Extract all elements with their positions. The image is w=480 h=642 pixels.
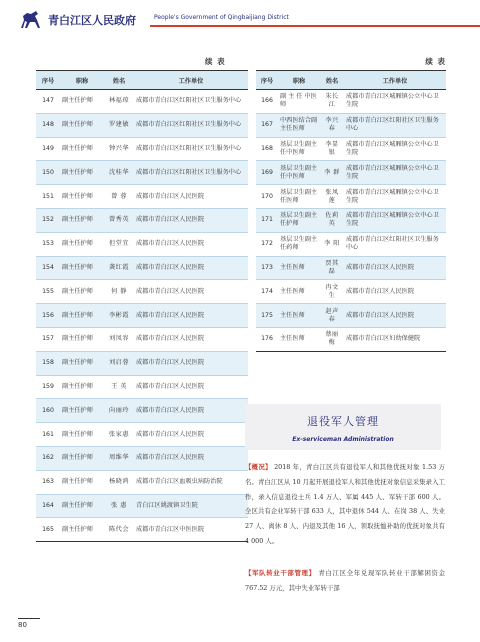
row-number: 175 [256, 304, 278, 328]
row-number: 173 [256, 256, 278, 280]
table-row [36, 90, 248, 114]
row-unit: 成都市青白江区人民医院 [134, 208, 248, 232]
table-row [36, 375, 248, 399]
row-number: 163 [36, 470, 60, 494]
row-name: 曾 蓉 [104, 185, 134, 209]
row-unit: 成都市青白江区人民医院 [134, 232, 248, 256]
row-name: 贾其磊 [320, 256, 344, 280]
table-row [36, 327, 248, 351]
row-unit: 成都市青白江区人民医院 [134, 351, 248, 375]
row-name: 沈桂华 [104, 161, 134, 185]
row-unit: 成都市青白江区城厢镇公立中心卫生院 [344, 137, 446, 161]
row-unit: 成都市青白江区城厢镇公立中心卫生院 [344, 208, 446, 232]
row-unit: 青白江区姚渡镇卫生院 [134, 494, 248, 518]
row-name: 向丽玲 [104, 399, 134, 423]
column-header: 姓名 [104, 71, 134, 90]
row-unit: 成都市青白江区人民医院 [134, 256, 248, 280]
table-row [36, 280, 248, 304]
table-body [36, 90, 248, 542]
row-number: 147 [36, 90, 60, 114]
row-title: 基层卫生副主任医师 [278, 185, 320, 209]
row-title: 副主任护师 [60, 399, 104, 423]
page-number: 80 [18, 621, 27, 629]
table-row [256, 90, 446, 114]
row-name: 张 惠 [104, 494, 134, 518]
row-title: 副主任护师 [60, 351, 104, 375]
row-name: 李兴春 [320, 113, 344, 137]
table-row [36, 304, 248, 328]
table-row [36, 208, 248, 232]
row-name: 杨晓鸿 [104, 470, 134, 494]
row-number: 172 [256, 232, 278, 256]
row-title: 副主任护师 [60, 90, 104, 114]
table-row [256, 113, 446, 137]
page-number-rule [18, 618, 40, 619]
transfer-cadre-text: 青白江区全年兑现军队转业干部解困资金 767.52 万元，其中失业军转干部 [245, 569, 445, 592]
row-title: 副主任护师 [60, 256, 104, 280]
row-unit: 成都市青白江区红阳社区卫生服务中心 [134, 161, 248, 185]
row-unit: 成都市青白江区城厢镇公立中心卫生院 [344, 161, 446, 185]
row-unit: 成都市青白江区红阳社区卫生服务中心 [134, 113, 248, 137]
left-continued-label: 续 表 [205, 57, 226, 66]
table-header-row [256, 71, 446, 90]
row-unit: 成都市青白江区红阳社区卫生服务中心 [134, 90, 248, 114]
header-rule [150, 25, 480, 27]
table-row [256, 256, 446, 280]
row-number: 160 [36, 399, 60, 423]
column-header: 序号 [36, 71, 60, 90]
table-row [36, 494, 248, 518]
overview-text: 2018 年，青白江区共有退役军人和其他优抚对象 1.53 万名。青白江区从 10 月起开展退役军人和其他优抚对象信息采集录入工作，录入信息退役士兵 1.4 万人、军属 445 人、军转干部 600 人。全区共有企业军转干部 633 人，其中退休 544 人、在岗 38 人、失业 27 人、离休 8 人、内退及其他 16 人，领取抚恤补助的优抚对象共有 4 000 人。 [245, 463, 445, 545]
table-row [256, 304, 446, 328]
row-number: 162 [36, 446, 60, 470]
table-row [36, 399, 248, 423]
row-name: 张凤莲 [320, 185, 344, 209]
horse-logo-icon [18, 8, 44, 32]
row-number: 171 [256, 208, 278, 232]
row-title: 副主任护师 [60, 280, 104, 304]
row-unit: 成都市青白江区中医医院 [134, 518, 248, 542]
row-title: 主任医师 [278, 327, 320, 351]
column-header: 职称 [278, 71, 320, 90]
row-number: 155 [36, 280, 60, 304]
row-name: 李 群 [320, 161, 344, 185]
site-title: 青白江区人民政府 [48, 14, 136, 27]
row-name: 曾秀英 [104, 208, 134, 232]
row-title: 副主任护师 [60, 470, 104, 494]
row-number: 158 [36, 351, 60, 375]
row-unit: 成都市青白江区人民医院 [134, 399, 248, 423]
overview-tag: 【概况】 [245, 463, 272, 471]
column-header: 姓名 [320, 71, 344, 90]
row-name: 刘凤容 [104, 327, 134, 351]
row-unit: 成都市青白江区红阳社区卫生服务中心 [344, 232, 446, 256]
row-unit: 成都市青白江区人民医院 [134, 280, 248, 304]
row-title: 副主任护师 [60, 161, 104, 185]
row-unit: 成都市青白江区城厢镇公立中心卫生院 [344, 90, 446, 114]
row-number: 165 [36, 518, 60, 542]
table-row [36, 351, 248, 375]
row-unit: 成都市青白江区人民医院 [134, 375, 248, 399]
table-row [256, 280, 446, 304]
row-number: 154 [36, 256, 60, 280]
row-unit: 成都市青白江区人民医院 [344, 256, 446, 280]
row-number: 156 [36, 304, 60, 328]
table-row [256, 185, 446, 209]
row-title: 中西医结合副主任医师 [278, 113, 320, 137]
row-unit: 成都市青白江区人民医院 [134, 327, 248, 351]
row-title: 副主任护师 [60, 494, 104, 518]
row-title: 基层卫生副主任护师 [278, 208, 320, 232]
row-name: 张家惠 [104, 423, 134, 447]
row-number: 152 [36, 208, 60, 232]
row-number: 159 [36, 375, 60, 399]
row-title: 副主任护师 [60, 446, 104, 470]
row-name: 冉文生 [320, 280, 344, 304]
row-title: 副主任护师 [60, 137, 104, 161]
row-number: 157 [36, 327, 60, 351]
row-title: 副主任护师 [60, 423, 104, 447]
row-unit: 成都市青白江区人民医院 [134, 304, 248, 328]
row-unit: 成都市青白江区红阳社区卫生服务中心 [134, 137, 248, 161]
row-name: 周维华 [104, 446, 134, 470]
row-unit: 成都市青白江区人民医院 [344, 304, 446, 328]
table-row [256, 161, 446, 185]
row-title: 基层卫生副主任中医师 [278, 137, 320, 161]
column-header: 工作单位 [344, 71, 446, 90]
transfer-cadre-tag: 【军队转业干部管理】 [245, 569, 316, 577]
row-number: 149 [36, 137, 60, 161]
row-title: 主任医师 [278, 256, 320, 280]
table-body [256, 90, 446, 352]
table-row [36, 161, 248, 185]
row-name: 王 英 [104, 375, 134, 399]
column-header: 职称 [60, 71, 104, 90]
row-unit: 成都市青白江区人民医院 [134, 423, 248, 447]
table-row [36, 470, 248, 494]
row-title: 副主任护师 [60, 208, 104, 232]
row-unit: 成都市青白江区血吸虫病防治院 [134, 470, 248, 494]
table-row [36, 232, 248, 256]
row-name: 罗建敏 [104, 113, 134, 137]
site-subtitle: People's Government of Qingbaijiang District [154, 14, 289, 21]
row-number: 176 [256, 327, 278, 351]
row-name: 林福琼 [104, 90, 134, 114]
section-title-cn: 退役军人管理 [307, 415, 379, 428]
row-number: 161 [36, 423, 60, 447]
table-header-row [36, 71, 248, 90]
row-number: 169 [256, 161, 278, 185]
table-row [36, 185, 248, 209]
transfer-cadre-paragraph [245, 566, 445, 596]
row-number: 168 [256, 137, 278, 161]
row-unit: 成都市青白江区人民医院 [134, 446, 248, 470]
row-name: 但堂宜 [104, 232, 134, 256]
row-title: 副主任护师 [60, 327, 104, 351]
right-continued-label: 续 表 [425, 57, 446, 66]
row-unit: 成都市青白江区人民医院 [134, 185, 248, 209]
row-title: 基层卫生副主任药师 [278, 232, 320, 256]
row-number: 174 [256, 280, 278, 304]
row-title: 主任医师 [278, 304, 320, 328]
row-number: 170 [256, 185, 278, 209]
table-row [256, 208, 446, 232]
section-title-box [245, 404, 441, 450]
row-name: 刘启蓉 [104, 351, 134, 375]
row-number: 153 [36, 232, 60, 256]
row-number: 151 [36, 185, 60, 209]
table-row [256, 327, 446, 351]
row-name: 何 静 [104, 280, 134, 304]
row-name: 钟兴华 [104, 137, 134, 161]
row-name: 李彬霞 [104, 304, 134, 328]
row-name: 龚红霞 [104, 256, 134, 280]
row-number: 148 [36, 113, 60, 137]
row-title: 副主任护师 [60, 185, 104, 209]
row-title: 副主任护师 [60, 113, 104, 137]
row-name: 陈代会 [104, 518, 134, 542]
row-name: 朱长江 [320, 90, 344, 114]
table-row [36, 446, 248, 470]
table-row [36, 256, 248, 280]
row-number: 164 [36, 494, 60, 518]
row-name: 李 阳 [320, 232, 344, 256]
row-number: 166 [256, 90, 278, 114]
row-number: 150 [36, 161, 60, 185]
table-row [36, 423, 248, 447]
page-header [0, 0, 480, 40]
row-title: 副主任护师 [60, 304, 104, 328]
overview-paragraph [245, 460, 445, 549]
table-row [36, 113, 248, 137]
row-title: 副主任护师 [60, 232, 104, 256]
table-row [36, 518, 248, 542]
row-title: 主任医师 [278, 280, 320, 304]
table-row [256, 137, 446, 161]
table-row [36, 137, 248, 161]
table-row [256, 232, 446, 256]
right-staff-table [256, 70, 446, 352]
row-unit: 成都市青白江区城厢镇公立中心卫生院 [344, 185, 446, 209]
column-header: 序号 [256, 71, 278, 90]
left-staff-table [36, 70, 248, 542]
row-name: 李显银 [320, 137, 344, 161]
row-unit: 成都市青白江区妇幼保健院 [344, 327, 446, 351]
row-name: 蔡丽梅 [320, 327, 344, 351]
row-unit: 成都市青白江区人民医院 [344, 280, 446, 304]
row-title: 副主任护师 [60, 375, 104, 399]
row-name: 佐莉英 [320, 208, 344, 232]
column-header: 工作单位 [134, 71, 248, 90]
row-number: 167 [256, 113, 278, 137]
row-title: 副 主 任 中医师 [278, 90, 320, 114]
row-title: 基层卫生副主任中医师 [278, 161, 320, 185]
row-title: 副主任护师 [60, 518, 104, 542]
section-title-en: Ex-serviceman Administration [292, 436, 394, 443]
row-unit: 成都市青白江区红阳社区卫生服务中心 [344, 113, 446, 137]
row-name: 赵声春 [320, 304, 344, 328]
